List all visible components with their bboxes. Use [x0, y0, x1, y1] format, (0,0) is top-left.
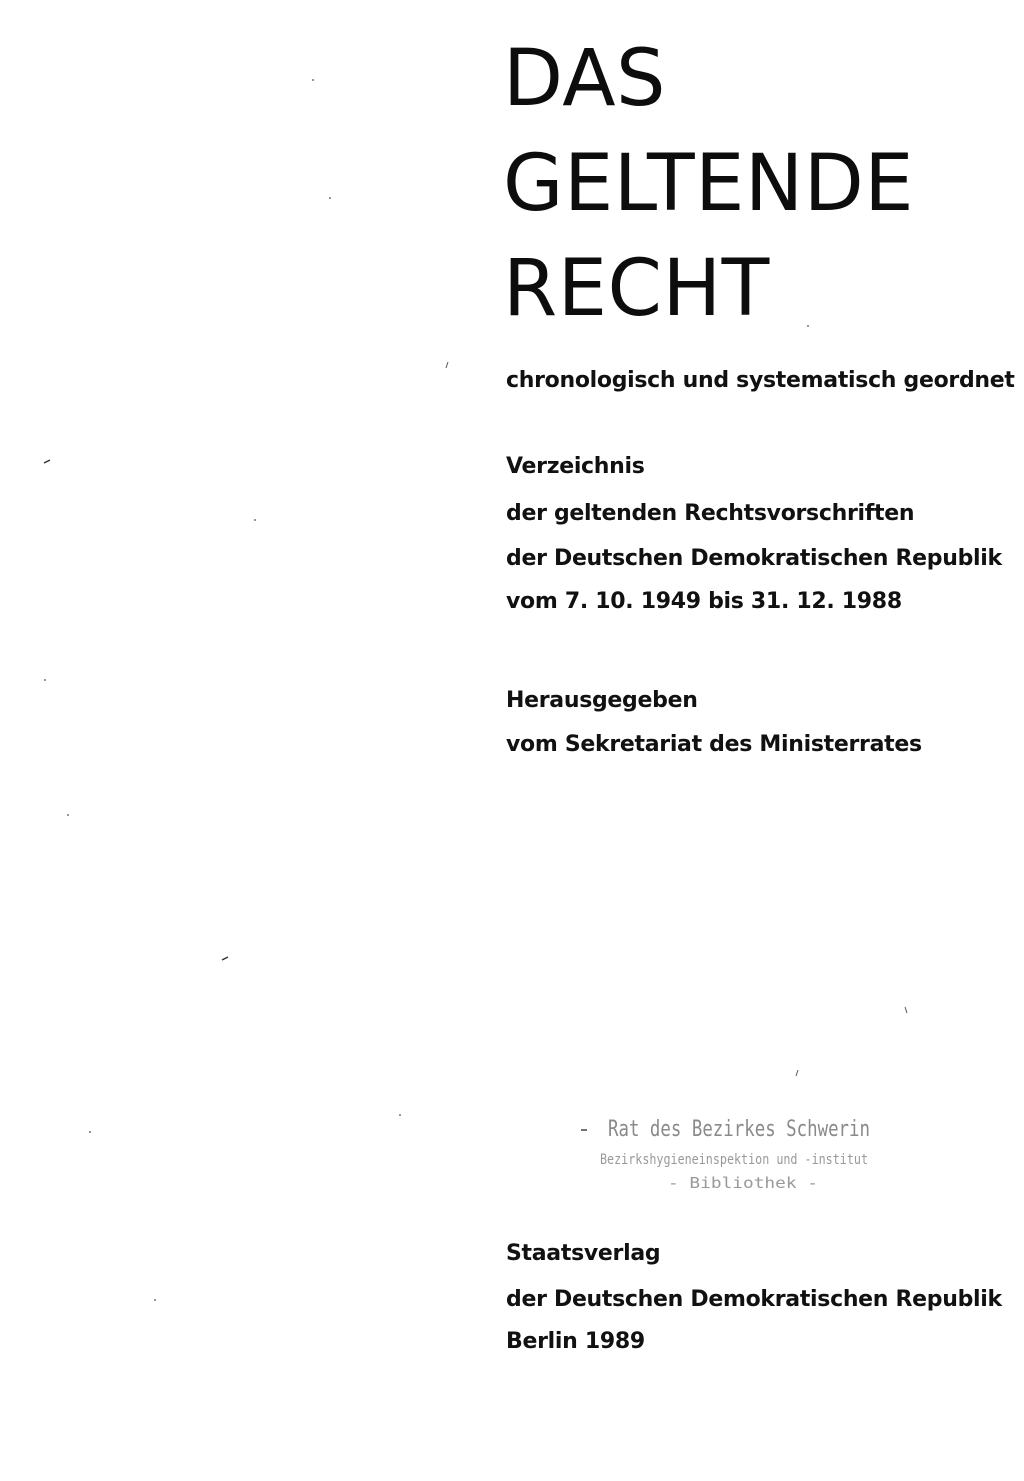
title-line-2: GELTENDE [503, 139, 915, 229]
stamp-line-2: Bezirkshygieneinspektion und -institut [600, 1152, 868, 1168]
description-line-3: der Deutschen Demokratischen Republik [506, 546, 1002, 571]
stamp-line-1: Rat des Bezirkes Schwerin [608, 1117, 870, 1142]
editor-line-2: vom Sekretariat des Ministerrates [506, 732, 922, 757]
publisher-line-1: Staatsverlag [506, 1241, 661, 1266]
editor-line-1: Herausgegeben [506, 688, 698, 713]
stamp-line-3: - Bibliothek - [668, 1174, 818, 1192]
description-line-4: vom 7. 10. 1949 bis 31. 12. 1988 [506, 589, 902, 614]
publisher-line-2: der Deutschen Demokratischen Republik [506, 1287, 1002, 1312]
library-stamp [600, 1112, 880, 1202]
title-line-1: DAS [503, 34, 667, 124]
subtitle: chronologisch und systematisch geordnet [506, 368, 1015, 393]
description-line-1: Verzeichnis [506, 454, 645, 479]
description-line-2: der geltenden Rechtsvorschriften [506, 501, 915, 526]
publisher-line-3: Berlin 1989 [506, 1329, 645, 1354]
title-line-3: RECHT [503, 244, 770, 334]
